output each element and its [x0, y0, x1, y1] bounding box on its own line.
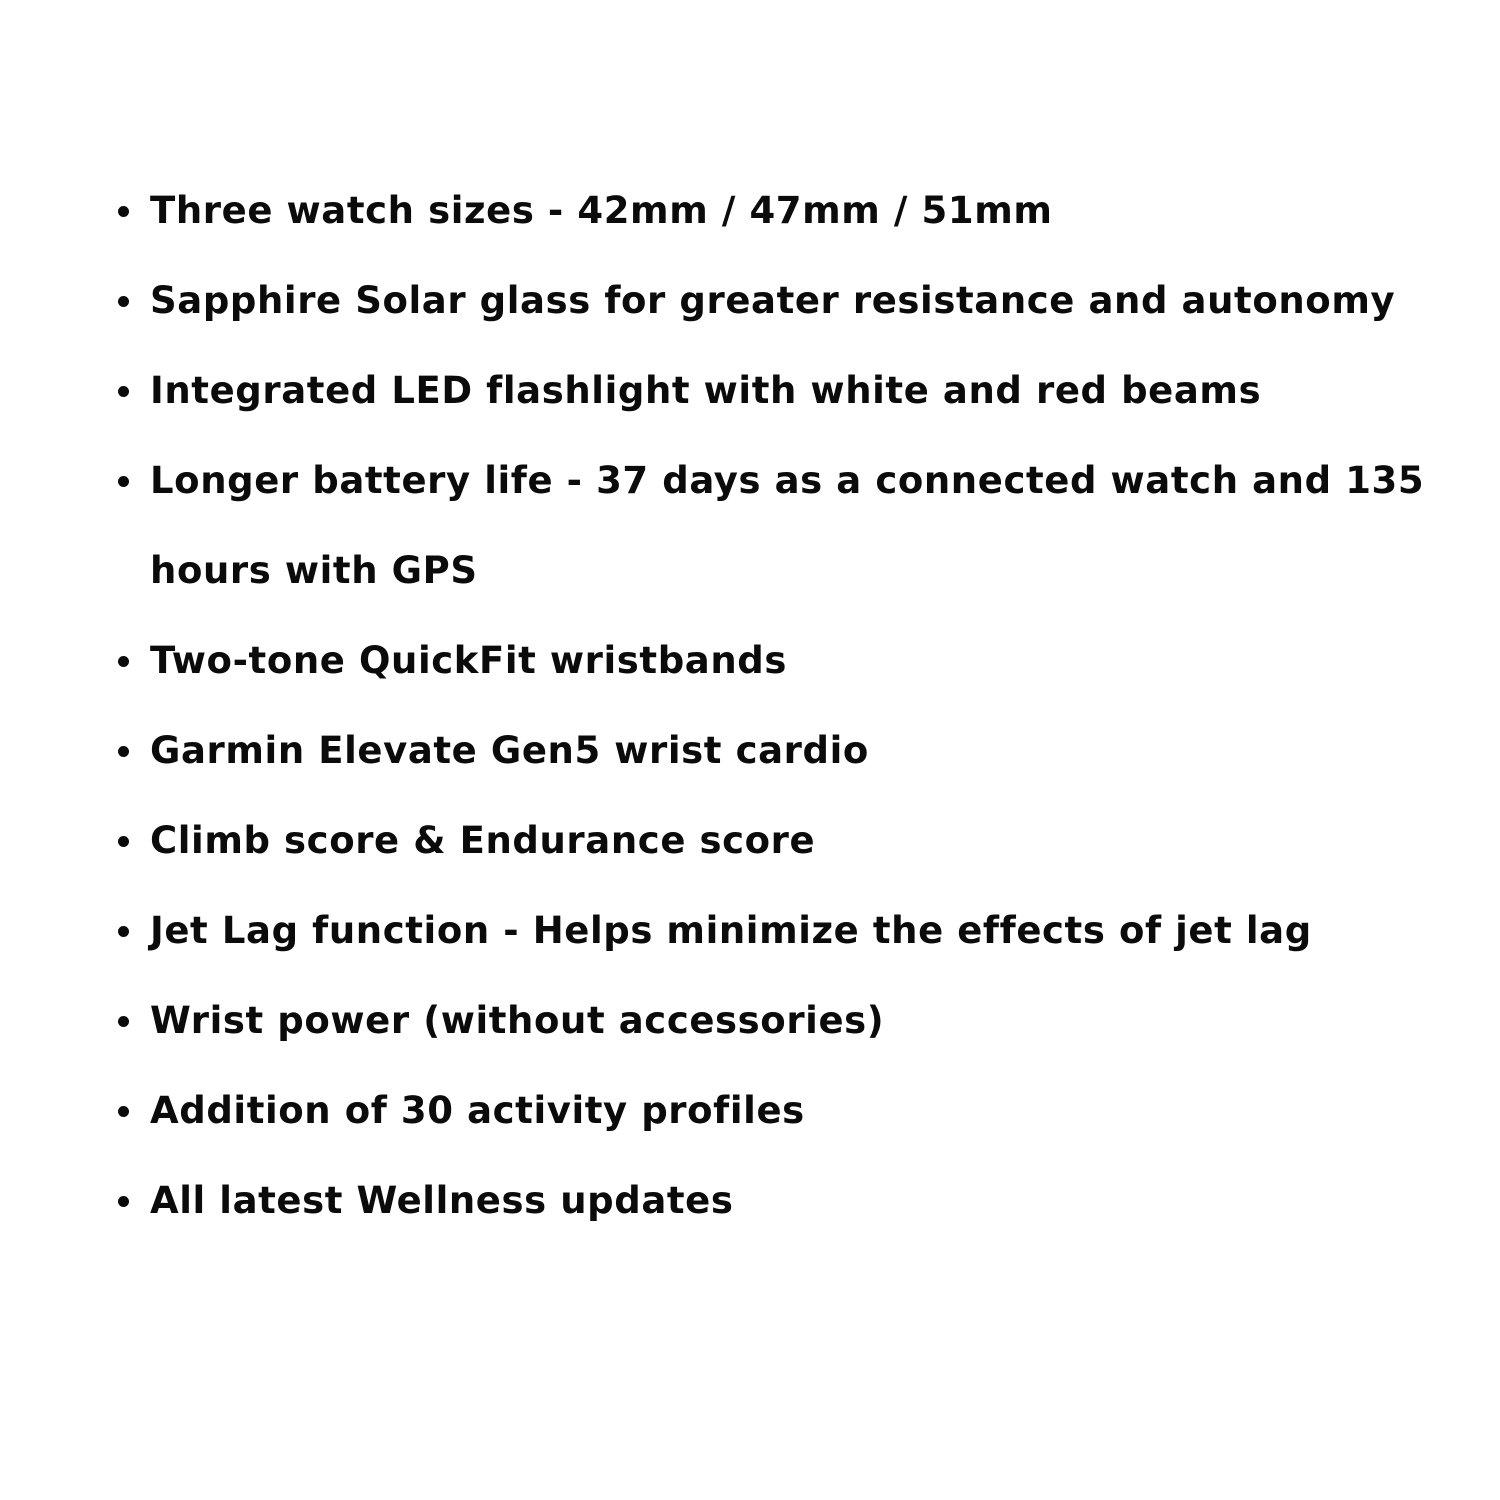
feature-item-wrist-power	[100, 976, 1440, 1066]
feature-item-scores	[100, 796, 1440, 886]
feature-item-sapphire-glass	[100, 256, 1440, 346]
bullet-icon	[118, 476, 129, 487]
bullet-icon	[118, 386, 129, 397]
feature-text: Climb score & Endurance score	[150, 819, 816, 862]
feature-text: All latest Wellness updates	[150, 1179, 734, 1222]
feature-text: Sapphire Solar glass for greater resistance and autonomy	[150, 279, 1396, 322]
feature-item-wellness-updates	[100, 1156, 1440, 1246]
bullet-icon	[118, 206, 129, 217]
feature-item-activity-profiles	[100, 1066, 1440, 1156]
bullet-icon	[118, 656, 129, 667]
feature-list	[100, 166, 1440, 1246]
feature-item-wristbands	[100, 616, 1440, 706]
feature-text: Garmin Elevate Gen5 wrist cardio	[150, 729, 869, 772]
bullet-icon	[118, 296, 129, 307]
feature-text: Integrated LED flashlight with white and red beams	[150, 369, 1262, 412]
feature-text: Three watch sizes - 42mm / 47mm / 51mm	[150, 189, 1053, 232]
feature-text: Two-tone QuickFit wristbands	[150, 639, 788, 682]
feature-item-led-flashlight	[100, 346, 1440, 436]
feature-text: Jet Lag function - Helps minimize the effects of jet lag	[150, 909, 1312, 952]
bullet-icon	[118, 1106, 129, 1117]
feature-text: Addition of 30 activity profiles	[150, 1089, 805, 1132]
feature-text: Wrist power (without accessories)	[150, 999, 885, 1042]
bullet-icon	[118, 1016, 129, 1027]
feature-text: Longer battery life - 37 days as a connected watch and 135 hours with GPS	[150, 459, 1425, 592]
feature-item-battery-life	[100, 436, 1440, 616]
bullet-icon	[118, 836, 129, 847]
bullet-icon	[118, 1196, 129, 1207]
bullet-icon	[118, 926, 129, 937]
feature-item-jet-lag	[100, 886, 1440, 976]
feature-item-watch-sizes	[100, 166, 1440, 256]
bullet-icon	[118, 746, 129, 757]
feature-item-wrist-cardio	[100, 706, 1440, 796]
